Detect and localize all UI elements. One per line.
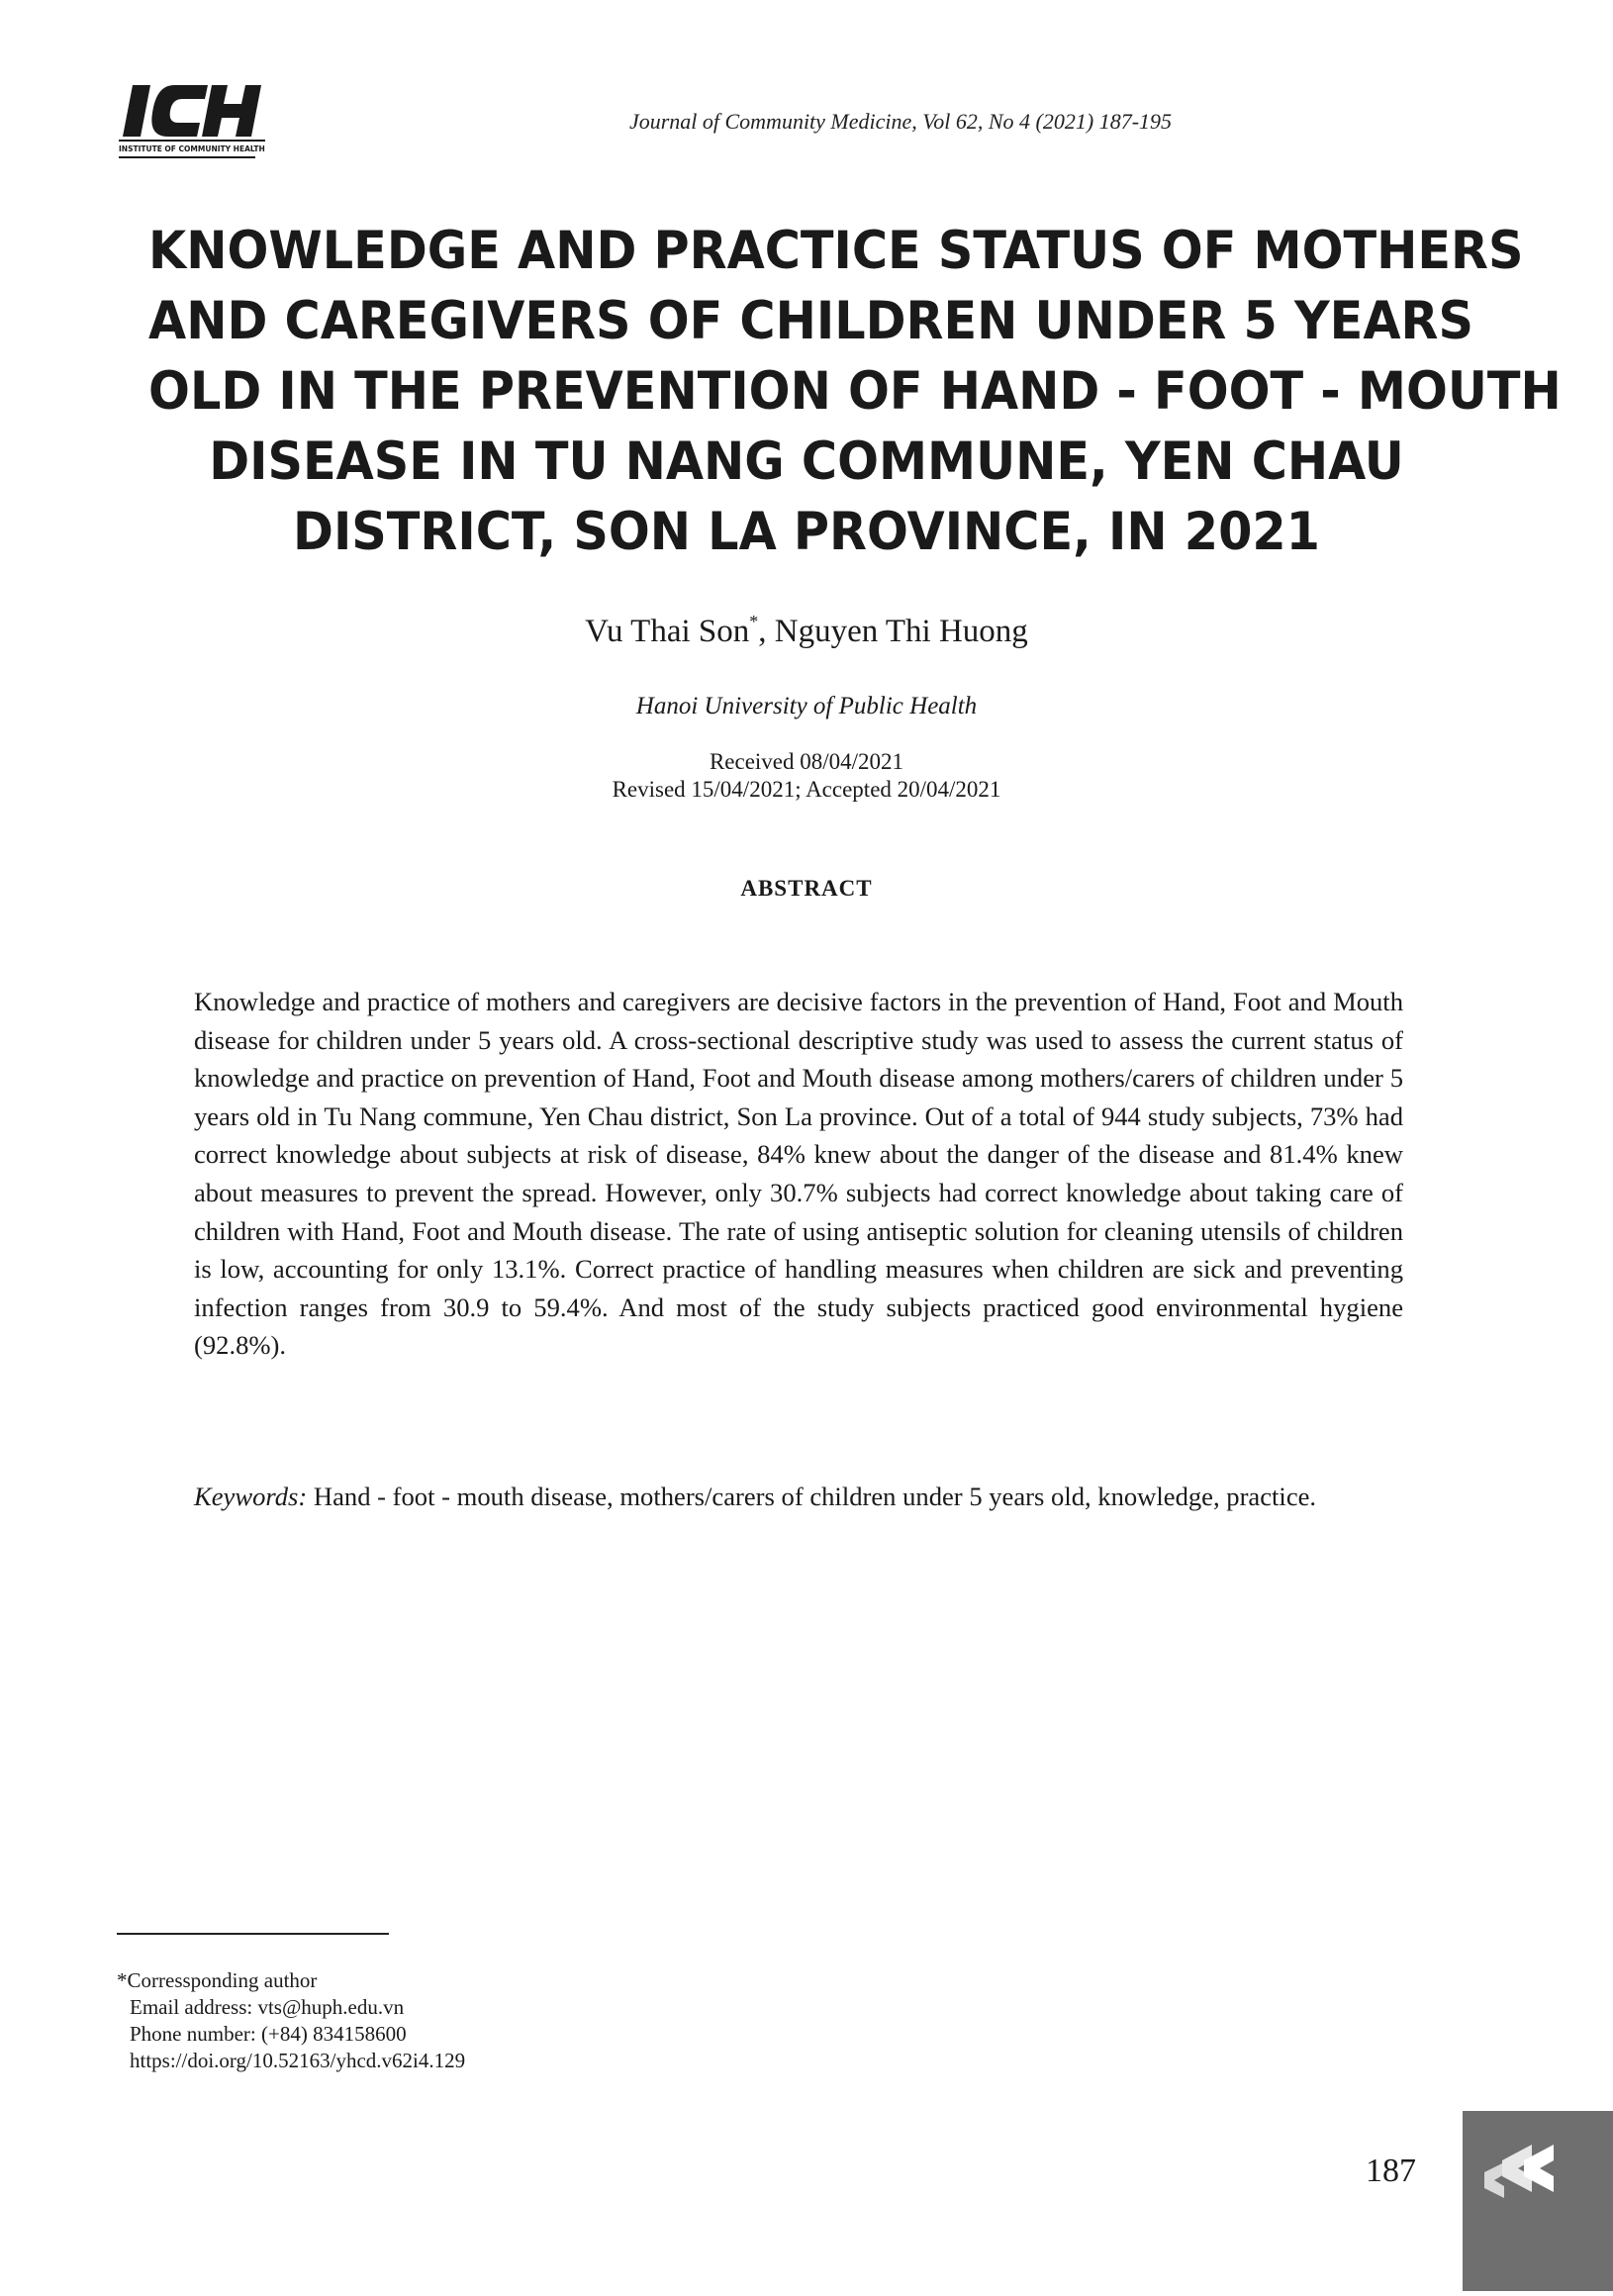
doi-link: https://doi.org/10.52163/yhcd.v62i4.129 (130, 2049, 466, 2072)
revised-accepted-date: Revised 15/04/2021; Accepted 20/04/2021 (612, 777, 1001, 802)
affiliation: Hanoi University of Public Health (635, 693, 978, 719)
corresponding-author-note: *Corressponding author (117, 1968, 318, 1992)
title-line: DISTRICT, SON LA PROVINCE, IN 2021 (293, 502, 1320, 562)
keywords-label: Keywords: (194, 1482, 308, 1511)
footnote (117, 1967, 465, 2074)
title-line: AND CAREGIVERS OF CHILDREN UNDER 5 YEARS (148, 291, 1473, 351)
title-line: DISEASE IN TU NANG COMMUNE, YEN CHAU (209, 431, 1404, 492)
double-chevron-left-icon (1463, 2111, 1613, 2291)
title-line: KNOWLEDGE AND PRACTICE STATUS OF MOTHERS (148, 221, 1524, 281)
page-tab (1463, 2111, 1613, 2291)
email-address: Email address: vts@huph.edu.vn (130, 1995, 405, 2019)
page-number: 187 (1366, 2152, 1416, 2189)
corresponding-mark: * (749, 612, 759, 631)
phone-number: Phone number: (+84) 834158600 (130, 2022, 407, 2046)
logo-caption: INSTITUTE OF COMMUNITY HEALTH (119, 144, 265, 153)
title-line: OLD IN THE PREVENTION OF HAND - FOOT - MOUTH (148, 361, 1562, 422)
abstract-heading: ABSTRACT (740, 876, 873, 901)
article-title (148, 216, 1562, 567)
journal-citation: Journal of Community Medicine, Vol 62, No 4 (2021) 187-195 (628, 109, 1173, 134)
article-dates (0, 748, 1613, 804)
author-name: , Nguyen Thi Huong (758, 614, 1028, 649)
author-list (0, 614, 1613, 650)
keywords-text: Hand - foot - mouth disease, mothers/carers of children under 5 years old, knowledge, practice. (307, 1482, 1317, 1511)
author-name: Vu Thai Son (585, 614, 750, 649)
keywords (194, 1478, 1403, 1516)
abstract-text: Knowledge and practice of mothers and caregivers are decisive factors in the prevention of Hand, Foot and Mouth disease for children under 5 years old. A cross-sectional descriptive study was used to assess the current status of knowledge and practice on prevention of Hand, Foot and Mouth disease among mothers/carers of children under 5 years old in Tu Nang commune, Yen Chau district, Son La province. Out of a total of 944 study subjects, 73% had correct knowledge about subjects at risk of disease, 84% knew about the danger of the disease and 81.4% knew about measures to prevent the spread. However, only 30.7% subjects had correct knowledge about taking care of children with Hand, Foot and Mouth disease. The rate of using antiseptic solution for cleaning utensils of children is low, accounting for only 13.1%. Correct practice of handling measures when children are sick and preventing infection ranges from 30.9 to 59.4%. And most of the study subjects practiced good environmental hygiene (92.8%). (194, 987, 1403, 1361)
footnote-divider (117, 1933, 389, 1935)
received-date: Received 08/04/2021 (709, 749, 904, 774)
